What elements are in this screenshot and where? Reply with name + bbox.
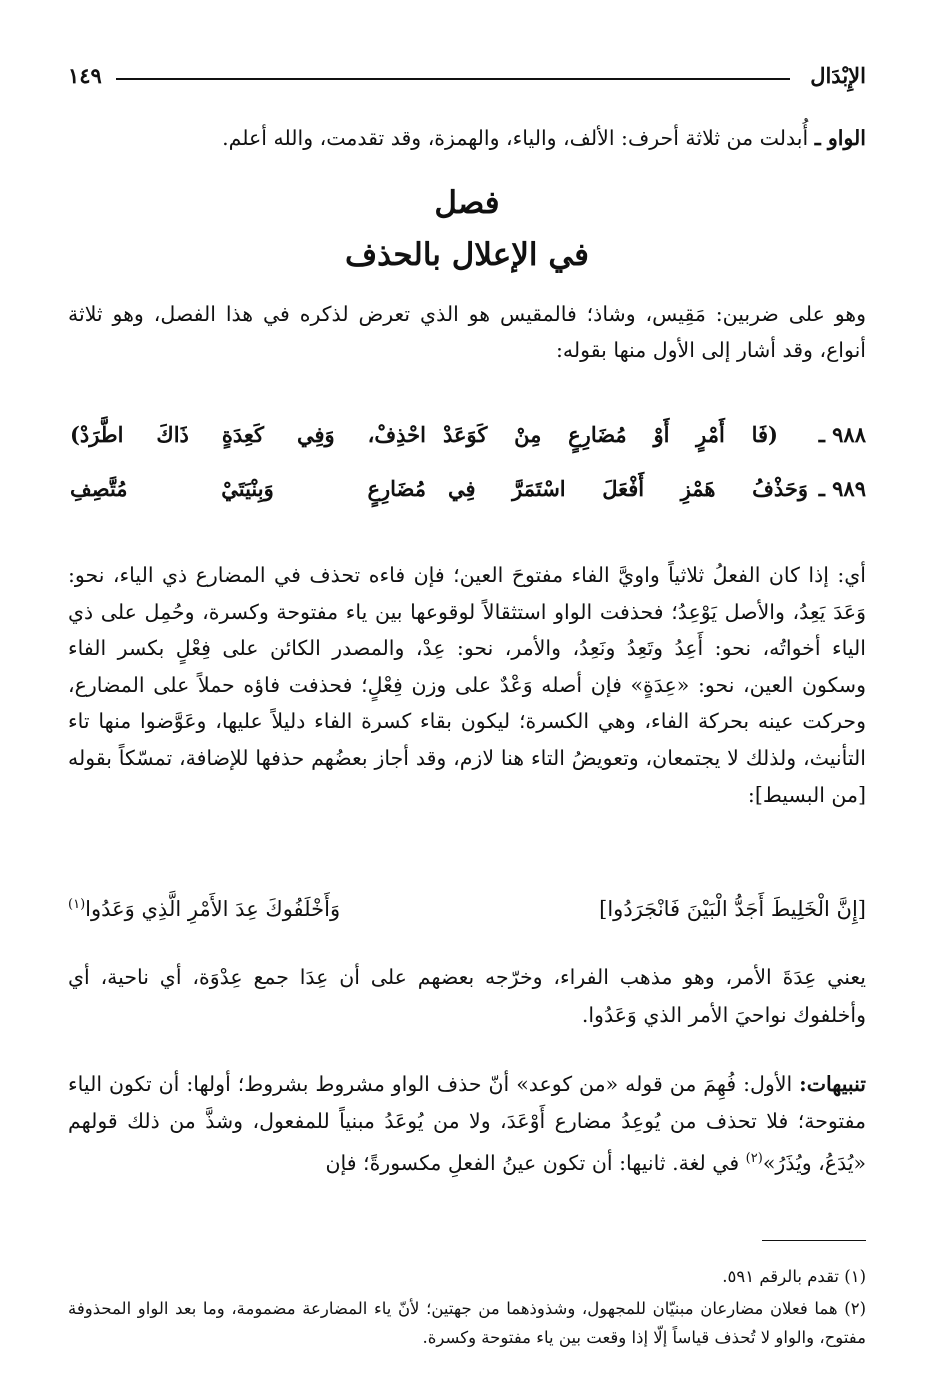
verse-number: ٩٨٩ ـ <box>818 476 866 501</box>
paragraph-2: أي: إذا كان الفعلُ ثلاثياً واويَّ الفاء مفتوحَ العين؛ فإن فاءه تحذف في المضارع ذي الياء، نحو: وَعَدَ يَعِدُ، والأصل يَوْعِدُ؛ فحذفت الواو استثقالاً لوقوعها بين ياء مفتوحة وكسرة، وحُمِل على ذي الياء أخواتُه، نحو: أَعِدُ وتَعِدُ ونَعِدُ، والأمر، نحو: عِدْ، والمصدر الكائن على فِعْلٍ بكسر الفاء وسكون العين، نحو: «عِدَةٍ» فإن أصله وَعْدٌ على وزن فِعْلٍ؛ فحذفت فاؤه حملاً على المضارع، وحركت عينه بحركة الفاء، وهي الكسرة؛ ليكون بقاء كسرة الفاء دليلاً عليها، وعَوَّضوا منها تاء التأنيث، ولذلك لا يجتمعان، وتعويضُ التاء هنا لازم، وقد أجاز بعضُهم حذفها للإضافة، تمسّكاً بقوله [من البسيط]: <box>68 563 866 807</box>
verse-989 <box>68 472 866 512</box>
paragraph-4 <box>68 1066 866 1182</box>
verse-988 <box>68 418 866 458</box>
page-number: ١٤٩ <box>68 63 102 88</box>
verse-first-hemistich: (فَا أَمْرٍ أَوْ مُضَارِعٍ مِنْ كَوَعَدْ <box>443 422 778 447</box>
running-title: الإِبْدَال <box>810 63 866 88</box>
verse-number: ٩٨٨ ـ <box>818 422 866 447</box>
footnote-1: (١) تقدم بالرقم ٥٩١. <box>722 1267 866 1286</box>
footnote-rule <box>762 1240 866 1241</box>
paragraph-1: وهو على ضربين: مَقِيس، وشاذ؛ فالمقيس هو الذي تعرض لذكره في هذا الفصل، وهو ثلاثة أنواع، وقد أشار إلى الأول منها بقوله: <box>68 302 866 362</box>
intro-lead: الواو ـ <box>814 126 866 150</box>
citation-second-hemistich <box>68 897 340 921</box>
intro-paragraph <box>68 118 866 158</box>
footnote-ref-2: (٢) <box>745 1151 763 1166</box>
citation-second-text: وَأَخْلَفُوكَ عِدَ الأَمْرِ الَّذِي وَعَدُوا <box>85 897 341 921</box>
citation-first-hemistich: [إِنَّ الْخَلِيطَ أَجَدُّ الْبَيْنَ فَانْجَرَدُوا] <box>599 897 866 921</box>
poetry-citation <box>68 893 866 933</box>
notes-text-b: في لغة. ثانيها: أن تكون عينُ الفعلِ مكسورةً؛ فإن <box>325 1150 746 1175</box>
intro-text: أُبدلت من ثلاثة أحرف: الألف، والياء، والهمزة، وقد تقدمت، والله أعلم. <box>222 126 815 150</box>
notes-lead: تنبيهات: <box>799 1072 866 1096</box>
verse-first-hemistich: وَحَذْفُ هَمْزِ أَفْعَلَ اسْتَمَرَّ فِي <box>448 476 808 501</box>
notes-text-a: الأول: فُهِمَ من قوله «من كوعد» أنّ حذف الواو مشروط بشروط؛ أولها: أن تكون الياء مفتوحة؛ فلا تحذف من يُوعِدُ مضارع أَوْعَدَ، ولا من يُوعَدُ مبنياً للمفعول، وشذَّ من ذلك قولهم «يُدَعُ، ويُذَرُ» <box>68 1072 866 1175</box>
section-subtitle: في الإعلال بالحذف <box>345 237 589 273</box>
footnote-ref-1: (١) <box>68 897 86 912</box>
paragraph-3: يعني عِدَةَ الأمر، وهو مذهب الفراء، وخرّجه بعضهم على أن عِدَا جمع عِدْوَة، أي ناحية، أي وأخلفوك نواحيَ الأمر الذي وَعَدُوا. <box>68 965 866 1027</box>
section-title: فصل <box>434 185 500 221</box>
verse-second-hemistich: احْذِفْ، وَفِي كَعِدَةٍ ذَاكَ اطَّرَدْ) <box>70 422 426 447</box>
verse-second-hemistich: مُضَارِعٍ وَبِنْيَتَيْ مُتَّصِفِ <box>70 476 426 501</box>
header-rule <box>116 78 790 80</box>
page-header <box>68 62 866 92</box>
footnote-2: (٢) هما فعلان مضارعان مبنيّان للمجهول، وشذوذهما من جهتين؛ لأنّ ياء المضارعة مضمومة، وما بعد الواو المحذوفة مفتوح، والواو لا تُحذف قياساً إلّا إذا وقعت بين ياء مفتوحة وكسرة. <box>68 1299 866 1347</box>
